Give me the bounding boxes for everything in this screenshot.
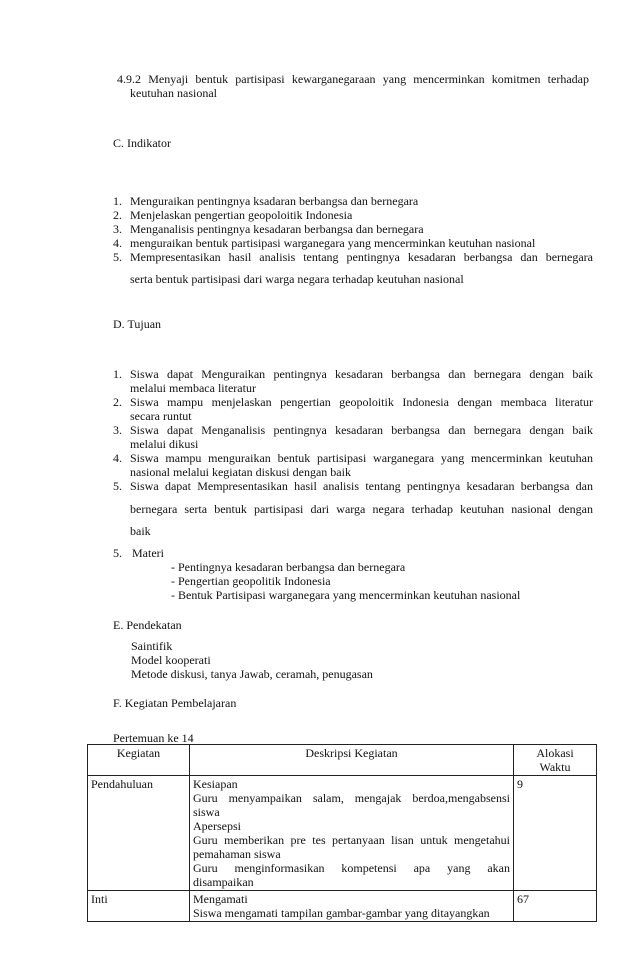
header-line: Waktu xyxy=(539,760,571,774)
item-number: 3. xyxy=(113,222,122,236)
deskripsi-line: Siswa mengamati tampilan gambar-gambar yang ditayangkan xyxy=(193,906,490,920)
item-number: 3. xyxy=(113,423,122,437)
item-number: 1. xyxy=(113,194,122,208)
item-text: Mempresentasikan hasil analisis tentang pentingnya kesadaran berbangsa dan bernegara xyxy=(130,250,593,264)
item-number: 2. xyxy=(113,395,122,409)
item-text: Siswa dapat Menganalisis pentingnya kesadaran berbangsa dan bernegara dengan baik xyxy=(130,423,593,437)
materi-number: 5. xyxy=(113,546,122,560)
materi-item: - Pentingnya kesadaran berbangsa dan bernegara xyxy=(171,560,406,574)
materi-heading: Materi xyxy=(132,546,164,560)
deskripsi-cell xyxy=(190,776,514,891)
materi-item: - Pengertian geopolitik Indonesia xyxy=(171,574,331,588)
item-number: 5. xyxy=(113,250,122,264)
kd-line-1: 4.9.2 Menyaji bentuk partisipasi kewarganegaraan yang mencerminkan komitmen terhadap xyxy=(117,72,589,86)
item-number: 2. xyxy=(113,208,122,222)
pendekatan-item: Model kooperati xyxy=(131,653,211,667)
section-f-heading: F. Kegiatan Pembelajaran xyxy=(113,696,237,710)
item-text: Siswa dapat Mempresentasikan hasil analisis tentang pentingnya kesadaran berbangsa dan xyxy=(130,479,593,493)
deskripsi-line: Apersepsi xyxy=(193,819,241,833)
item-text-cont: nasional melalui kegiatan diskusi dengan baik xyxy=(130,465,351,479)
item-text-cont: melalui membaca literatur xyxy=(130,381,256,395)
meeting-label: Pertemuan ke 14 xyxy=(113,731,194,745)
materi-item: - Bentuk Partisipasi warganegara yang mencerminkan keutuhan nasional xyxy=(171,588,521,602)
deskripsi-line: Guru memberikan pre tes pertanyaan lisan untuk mengetahui xyxy=(193,833,510,847)
item-text: menguraikan bentuk partisipasi warganegara yang mencerminkan keutuhan nasional xyxy=(130,236,536,250)
deskripsi-line: Guru menyampaikan salam, mengajak berdoa,mengabsensi xyxy=(193,791,510,805)
section-e-heading: E. Pendekatan xyxy=(113,618,182,632)
kegiatan-cell: Inti xyxy=(88,891,190,922)
column-header-kegiatan: Kegiatan xyxy=(88,745,190,776)
table-header-row xyxy=(88,745,597,776)
section-d-heading: D. Tujuan xyxy=(113,317,162,331)
kd-line-2: keutuhan nasional xyxy=(130,86,217,100)
deskripsi-line: siswa xyxy=(193,805,220,819)
deskripsi-line: Kesiapan xyxy=(193,777,238,791)
activity-table xyxy=(87,744,597,922)
item-text: Siswa dapat Menguraikan pentingnya kesadaran berbangsa dan bernegara dengan baik xyxy=(130,367,593,381)
deskripsi-line: disampaikan xyxy=(193,875,254,889)
waktu-cell: 67 xyxy=(514,891,597,922)
item-text: Menganalisis pentingnya kesadaran berbangsa dan bernegara xyxy=(130,222,424,236)
column-header-alokasi xyxy=(514,745,597,776)
table-row xyxy=(88,776,597,891)
waktu-cell: 9 xyxy=(514,776,597,891)
item-text-cont: baik xyxy=(130,524,151,538)
deskripsi-line: pemahaman siswa xyxy=(193,847,281,861)
pendekatan-item: Metode diskusi, tanya Jawab, ceramah, penugasan xyxy=(131,667,373,681)
item-text-cont: serta bentuk partisipasi dari warga negara terhadap keutuhan nasional xyxy=(130,272,464,286)
item-text: Menjelaskan pengertian geopoloitik Indonesia xyxy=(130,208,353,222)
item-number: 4. xyxy=(113,451,122,465)
item-text-cont: secara runtut xyxy=(130,409,192,423)
item-text-cont: bernegara serta bentuk partisipasi dari warga negara terhadap keutuhan nasional dengan xyxy=(130,502,593,516)
section-c-heading: C. Indikator xyxy=(113,136,171,150)
deskripsi-cell xyxy=(190,891,514,922)
deskripsi-line: Guru menginformasikan kompetensi apa yang akan xyxy=(193,861,510,875)
kegiatan-cell: Pendahuluan xyxy=(88,776,190,891)
table-row xyxy=(88,891,597,922)
item-number: 4. xyxy=(113,236,122,250)
header-line: Alokasi xyxy=(536,746,574,760)
item-text-cont: melalui dikusi xyxy=(130,437,199,451)
pendekatan-item: Saintifik xyxy=(131,639,173,653)
item-text: Menguraikan pentingnya ksadaran berbangsa dan bernegara xyxy=(130,194,419,208)
item-number: 1. xyxy=(113,367,122,381)
item-text: Siswa mampu menguraikan bentuk partisipasi warganegara yang mencerminkan keutuhan xyxy=(130,451,593,465)
item-number: 5. xyxy=(113,479,122,493)
column-header-deskripsi: Deskripsi Kegiatan xyxy=(190,745,514,776)
item-text: Siswa mampu menjelaskan pengertian geopoloitik Indonesia dengan membaca literatur xyxy=(130,395,593,409)
deskripsi-line: Mengamati xyxy=(193,892,248,906)
